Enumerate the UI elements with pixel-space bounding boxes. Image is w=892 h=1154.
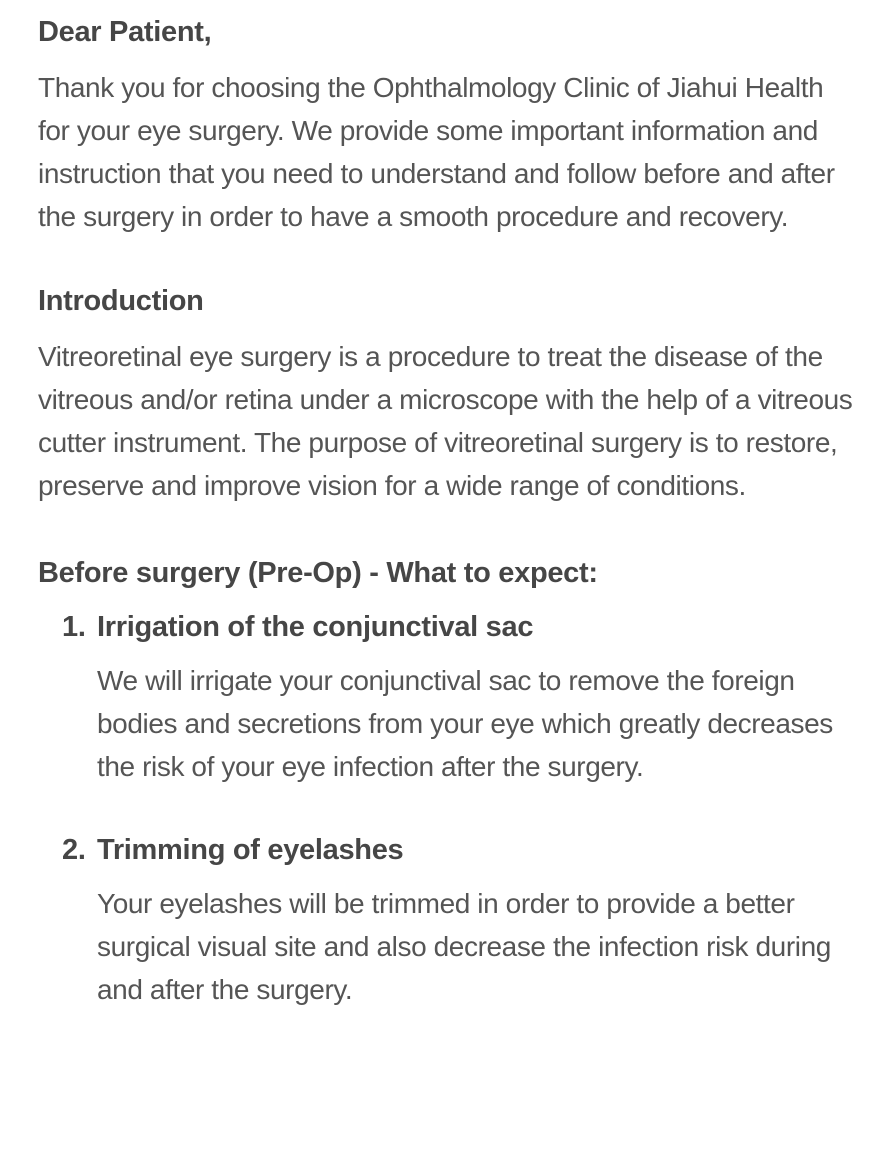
list-item-paragraph: We will irrigate your conjunctival sac to remove the foreign bodies and secretions from your eye which greatly decreases the risk of your eye infection after the surgery. [97, 665, 833, 782]
introduction-paragraph: Vitreoretinal eye surgery is a procedure to treat the disease of the vitreous and/or retina under a microscope with the help of a vitreous cutter instrument. The purpose of vitreoretinal surgery is to restore, preserve and improve vision for a wide range of conditions. [38, 341, 853, 501]
salutation-heading: Dear Patient, [38, 16, 212, 48]
list-item-heading [38, 607, 860, 647]
list-item [38, 830, 860, 1011]
opening-paragraph: Thank you for choosing the Ophthalmology Clinic of Jiahui Health for your eye surgery. We provide some important information and instruction that you need to understand and follow before and after the surgery in order to have a smooth procedure and recovery. [38, 72, 835, 232]
list-item-heading [38, 830, 860, 870]
list-item-title: Irrigation of the conjunctival sac [97, 611, 534, 643]
list-item-title: Trimming of eyelashes [97, 834, 404, 866]
preop-numbered-list [38, 607, 860, 1011]
list-item-paragraph: Your eyelashes will be trimmed in order to provide a better surgical visual site and also decrease the infection risk during and after the surgery. [97, 888, 831, 1005]
list-item-number: 1. [62, 611, 86, 643]
section-heading-introduction: Introduction [38, 285, 204, 317]
section-heading-before-surgery: Before surgery (Pre-Op) - What to expect: [38, 557, 598, 589]
list-item [38, 607, 860, 788]
list-item-number: 2. [62, 834, 86, 866]
